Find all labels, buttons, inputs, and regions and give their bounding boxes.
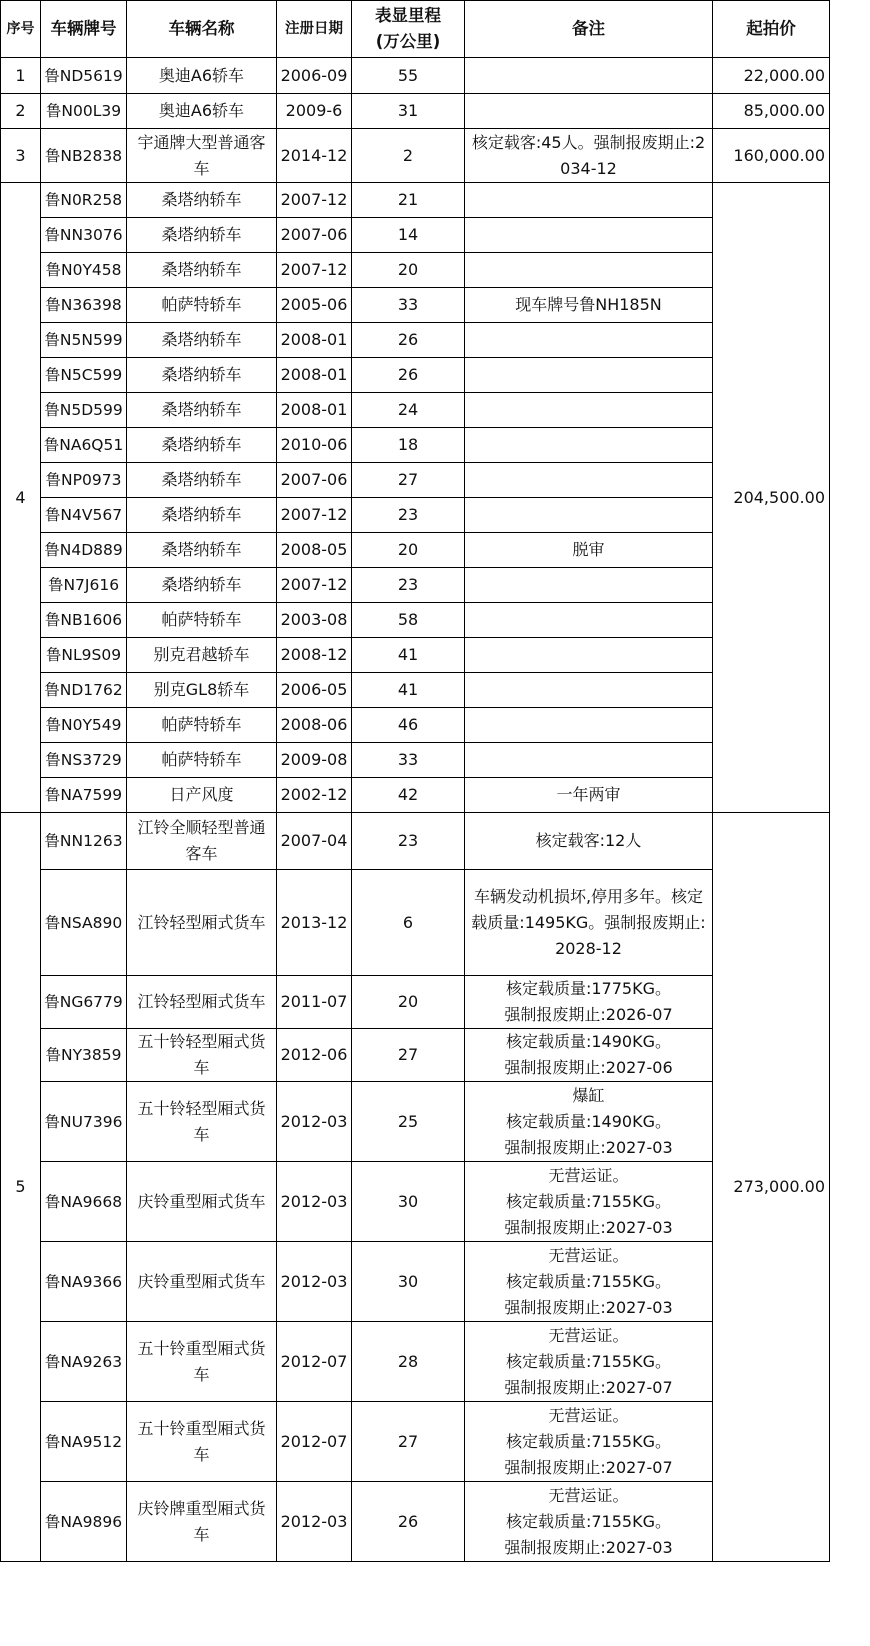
reg-date-cell: 2005-06 xyxy=(277,288,352,323)
plate-cell: 鲁N36398 xyxy=(41,288,127,323)
table-row xyxy=(1,568,830,603)
remark-line: 无营运证。 xyxy=(548,1245,629,1265)
remark-line: 无营运证。 xyxy=(548,1485,629,1505)
remark-cell xyxy=(465,1162,713,1242)
table-row xyxy=(1,1482,830,1562)
table-row xyxy=(1,253,830,288)
vehicle-name-cell: 桑塔纳轿车 xyxy=(127,393,277,428)
plate-cell: 鲁NB2838 xyxy=(41,129,127,183)
remark-line: 一年两审 xyxy=(556,785,621,804)
remark-cell xyxy=(465,1402,713,1482)
reg-date-cell: 2007-06 xyxy=(277,218,352,253)
remark-cell xyxy=(465,323,713,358)
remark-line: 强制报废期止:2027-06 xyxy=(504,1058,673,1077)
remark-cell xyxy=(465,673,713,708)
reg-date-cell: 2010-06 xyxy=(277,428,352,463)
vehicle-name-cell: 五十铃重型厢式货车 xyxy=(127,1402,277,1482)
plate-cell: 鲁NA9263 xyxy=(41,1322,127,1402)
remark-cell xyxy=(465,183,713,218)
reg-date-cell: 2011-07 xyxy=(277,976,352,1029)
mileage-cell: 58 xyxy=(352,603,465,638)
reg-date-cell: 2008-05 xyxy=(277,533,352,568)
mileage-cell: 30 xyxy=(352,1242,465,1322)
remark-cell xyxy=(465,463,713,498)
remark-cell xyxy=(465,218,713,253)
remark-cell xyxy=(465,743,713,778)
mileage-cell: 26 xyxy=(352,1482,465,1562)
vehicle-name-cell: 桑塔纳轿车 xyxy=(127,498,277,533)
mileage-cell: 46 xyxy=(352,708,465,743)
table-row xyxy=(1,1082,830,1162)
reg-date-cell: 2012-03 xyxy=(277,1082,352,1162)
remark-line: 强制报废期止:2027-07 xyxy=(504,1377,673,1397)
table-row xyxy=(1,288,830,323)
mileage-cell: 55 xyxy=(352,58,465,94)
header-plate: 车辆牌号 xyxy=(41,1,127,58)
remark-line: 核定载客:45人。强制报废期止:2034-12 xyxy=(471,132,706,178)
table-row xyxy=(1,778,830,813)
table-row xyxy=(1,1242,830,1322)
reg-date-cell: 2012-03 xyxy=(277,1482,352,1562)
vehicle-name-cell: 庆铃牌重型厢式货车 xyxy=(127,1482,277,1562)
vehicle-name-cell: 别克GL8轿车 xyxy=(127,673,277,708)
remark-line: 现车牌号鲁NH185N xyxy=(515,295,662,314)
header-remark: 备注 xyxy=(465,1,713,58)
mileage-cell: 41 xyxy=(352,638,465,673)
lot-seq-cell: 1 xyxy=(1,58,41,94)
reg-date-cell: 2007-12 xyxy=(277,183,352,218)
table-row xyxy=(1,976,830,1029)
remark-line: 脱审 xyxy=(572,540,605,559)
table-header-row xyxy=(1,1,830,58)
reg-date-cell: 2006-05 xyxy=(277,673,352,708)
plate-cell: 鲁NN3076 xyxy=(41,218,127,253)
remark-cell xyxy=(465,603,713,638)
remark-cell xyxy=(465,129,713,183)
reg-date-cell: 2002-12 xyxy=(277,778,352,813)
vehicle-name-cell: 桑塔纳轿车 xyxy=(127,253,277,288)
vehicle-name-cell: 庆铃重型厢式货车 xyxy=(127,1162,277,1242)
plate-cell: 鲁NG6779 xyxy=(41,976,127,1029)
reg-date-cell: 2008-01 xyxy=(277,323,352,358)
reg-date-cell: 2007-12 xyxy=(277,498,352,533)
remark-line: 强制报废期止:2026-07 xyxy=(504,1005,673,1024)
vehicle-name-cell: 五十铃轻型厢式货车 xyxy=(127,1082,277,1162)
table-row xyxy=(1,129,830,183)
lot-price-cell: 85,000.00 xyxy=(713,94,830,129)
reg-date-cell: 2008-01 xyxy=(277,358,352,393)
mileage-cell: 33 xyxy=(352,288,465,323)
mileage-cell: 20 xyxy=(352,533,465,568)
lot-price-cell: 22,000.00 xyxy=(713,58,830,94)
vehicle-name-cell: 桑塔纳轿车 xyxy=(127,218,277,253)
table-row xyxy=(1,603,830,638)
mileage-cell: 27 xyxy=(352,463,465,498)
vehicle-name-cell: 桑塔纳轿车 xyxy=(127,428,277,463)
plate-cell: 鲁N5D599 xyxy=(41,393,127,428)
table-row xyxy=(1,498,830,533)
remark-line: 核定载质量:7155KG。 xyxy=(505,1271,671,1291)
lot-price-cell: 204,500.00 xyxy=(713,183,830,813)
remark-line: 无营运证。 xyxy=(548,1405,629,1425)
mileage-cell: 30 xyxy=(352,1162,465,1242)
plate-cell: 鲁ND1762 xyxy=(41,673,127,708)
plate-cell: 鲁NY3859 xyxy=(41,1029,127,1082)
mileage-cell: 2 xyxy=(352,129,465,183)
vehicle-name-cell: 别克君越轿车 xyxy=(127,638,277,673)
vehicle-name-cell: 桑塔纳轿车 xyxy=(127,568,277,603)
table-row xyxy=(1,870,830,976)
remark-cell xyxy=(465,94,713,129)
remark-cell xyxy=(465,358,713,393)
vehicle-name-cell: 帕萨特轿车 xyxy=(127,708,277,743)
table-row xyxy=(1,1029,830,1082)
header-mileage xyxy=(352,1,465,58)
vehicle-name-cell: 五十铃重型厢式货车 xyxy=(127,1322,277,1402)
table-row xyxy=(1,94,830,129)
table-row xyxy=(1,218,830,253)
reg-date-cell: 2012-06 xyxy=(277,1029,352,1082)
mileage-cell: 42 xyxy=(352,778,465,813)
plate-cell: 鲁NA9896 xyxy=(41,1482,127,1562)
reg-date-cell: 2009-6 xyxy=(277,94,352,129)
table-row xyxy=(1,1402,830,1482)
vehicle-name-cell: 桑塔纳轿车 xyxy=(127,533,277,568)
mileage-cell: 6 xyxy=(352,870,465,976)
remark-cell xyxy=(465,778,713,813)
mileage-cell: 26 xyxy=(352,323,465,358)
vehicle-name-cell: 桑塔纳轿车 xyxy=(127,183,277,218)
reg-date-cell: 2007-12 xyxy=(277,253,352,288)
table-row xyxy=(1,1162,830,1242)
remark-line: 核定载质量:7155KG。 xyxy=(505,1351,671,1371)
plate-cell: 鲁NS3729 xyxy=(41,743,127,778)
vehicle-name-cell: 帕萨特轿车 xyxy=(127,603,277,638)
plate-cell: 鲁NU7396 xyxy=(41,1082,127,1162)
reg-date-cell: 2007-04 xyxy=(277,813,352,870)
remark-cell xyxy=(465,1482,713,1562)
remark-cell xyxy=(465,428,713,463)
mileage-cell: 28 xyxy=(352,1322,465,1402)
table-row xyxy=(1,708,830,743)
plate-cell: 鲁NA6Q51 xyxy=(41,428,127,463)
reg-date-cell: 2007-12 xyxy=(277,568,352,603)
vehicle-name-cell: 江铃轻型厢式货车 xyxy=(127,976,277,1029)
mileage-cell: 20 xyxy=(352,253,465,288)
remark-line: 无营运证。 xyxy=(548,1165,629,1185)
lot-seq-cell: 3 xyxy=(1,129,41,183)
mileage-cell: 23 xyxy=(352,498,465,533)
reg-date-cell: 2008-12 xyxy=(277,638,352,673)
vehicle-name-cell: 奥迪A6轿车 xyxy=(127,94,277,129)
remark-cell xyxy=(465,638,713,673)
lot-price-cell: 273,000.00 xyxy=(713,813,830,1562)
remark-line: 强制报废期止:2027-03 xyxy=(504,1217,673,1237)
plate-cell: 鲁NSA890 xyxy=(41,870,127,976)
vehicle-name-cell: 桑塔纳轿车 xyxy=(127,323,277,358)
plate-cell: 鲁NA9366 xyxy=(41,1242,127,1322)
table-row xyxy=(1,673,830,708)
plate-cell: 鲁N5N599 xyxy=(41,323,127,358)
remark-cell xyxy=(465,813,713,870)
table-row xyxy=(1,183,830,218)
remark-cell xyxy=(465,533,713,568)
remark-cell xyxy=(465,1322,713,1402)
reg-date-cell: 2003-08 xyxy=(277,603,352,638)
mileage-cell: 25 xyxy=(352,1082,465,1162)
plate-cell: 鲁N4V567 xyxy=(41,498,127,533)
reg-date-cell: 2008-01 xyxy=(277,393,352,428)
mileage-cell: 18 xyxy=(352,428,465,463)
remark-line: 爆缸 xyxy=(572,1085,605,1105)
vehicle-name-cell: 桑塔纳轿车 xyxy=(127,358,277,393)
mileage-cell: 33 xyxy=(352,743,465,778)
header-seq: 序号 xyxy=(1,1,41,58)
mileage-cell: 26 xyxy=(352,358,465,393)
reg-date-cell: 2014-12 xyxy=(277,129,352,183)
remark-cell xyxy=(465,393,713,428)
plate-cell: 鲁NA7599 xyxy=(41,778,127,813)
plate-cell: 鲁NA9512 xyxy=(41,1402,127,1482)
header-mileage-line1: 表显里程 xyxy=(375,6,441,25)
plate-cell: 鲁N5C599 xyxy=(41,358,127,393)
remark-line: 核定载质量:7155KG。 xyxy=(505,1191,671,1211)
plate-cell: 鲁NN1263 xyxy=(41,813,127,870)
mileage-cell: 23 xyxy=(352,568,465,603)
remark-cell xyxy=(465,58,713,94)
remark-cell xyxy=(465,568,713,603)
vehicle-name-cell: 江铃全顺轻型普通客车 xyxy=(127,813,277,870)
remark-line: 核定载质量:1775KG。 xyxy=(505,979,671,998)
mileage-cell: 20 xyxy=(352,976,465,1029)
reg-date-cell: 2009-08 xyxy=(277,743,352,778)
reg-date-cell: 2012-07 xyxy=(277,1322,352,1402)
reg-date-cell: 2012-03 xyxy=(277,1162,352,1242)
plate-cell: 鲁ND5619 xyxy=(41,58,127,94)
remark-line: 强制报废期止:2027-07 xyxy=(504,1457,673,1477)
header-name: 车辆名称 xyxy=(127,1,277,58)
mileage-cell: 27 xyxy=(352,1029,465,1082)
mileage-cell: 24 xyxy=(352,393,465,428)
reg-date-cell: 2012-03 xyxy=(277,1242,352,1322)
plate-cell: 鲁N0Y458 xyxy=(41,253,127,288)
reg-date-cell: 2007-06 xyxy=(277,463,352,498)
remark-line: 核定载质量:1490KG。 xyxy=(505,1032,671,1051)
mileage-cell: 14 xyxy=(352,218,465,253)
reg-date-cell: 2006-09 xyxy=(277,58,352,94)
remark-line: 强制报废期止:2027-03 xyxy=(504,1137,673,1157)
remark-cell xyxy=(465,708,713,743)
remark-cell xyxy=(465,976,713,1029)
table-row xyxy=(1,428,830,463)
vehicle-name-cell: 宇通牌大型普通客车 xyxy=(127,129,277,183)
vehicle-name-cell: 日产风度 xyxy=(127,778,277,813)
plate-cell: 鲁N7J616 xyxy=(41,568,127,603)
lot-seq-cell: 2 xyxy=(1,94,41,129)
plate-cell: 鲁N4D889 xyxy=(41,533,127,568)
table-row xyxy=(1,358,830,393)
remark-line: 核定载质量:1490KG。 xyxy=(505,1111,671,1131)
table-row xyxy=(1,638,830,673)
reg-date-cell: 2012-07 xyxy=(277,1402,352,1482)
vehicle-name-cell: 奥迪A6轿车 xyxy=(127,58,277,94)
table-body xyxy=(1,58,830,1562)
remark-line: 无营运证。 xyxy=(548,1325,629,1345)
remark-line: 车辆发动机损坏,停用多年。核定载质量:1495KG。强制报废期止:2028-12 xyxy=(471,886,706,958)
mileage-cell: 31 xyxy=(352,94,465,129)
plate-cell: 鲁NB1606 xyxy=(41,603,127,638)
plate-cell: 鲁N0Y549 xyxy=(41,708,127,743)
plate-cell: 鲁NL9S09 xyxy=(41,638,127,673)
table-row xyxy=(1,813,830,870)
reg-date-cell: 2008-06 xyxy=(277,708,352,743)
table-row xyxy=(1,393,830,428)
table-row xyxy=(1,533,830,568)
table-row xyxy=(1,323,830,358)
table-row xyxy=(1,1322,830,1402)
remark-line: 核定载客:12人 xyxy=(535,831,642,850)
remark-cell xyxy=(465,288,713,323)
table-row xyxy=(1,463,830,498)
remark-cell xyxy=(465,253,713,288)
vehicle-name-cell: 帕萨特轿车 xyxy=(127,288,277,323)
header-price: 起拍价 xyxy=(713,1,830,58)
vehicle-name-cell: 帕萨特轿车 xyxy=(127,743,277,778)
remark-cell xyxy=(465,1082,713,1162)
mileage-cell: 41 xyxy=(352,673,465,708)
remark-cell xyxy=(465,1029,713,1082)
lot-seq-cell: 5 xyxy=(1,813,41,1562)
remark-cell xyxy=(465,498,713,533)
header-reg-date: 注册日期 xyxy=(277,1,352,58)
vehicle-name-cell: 庆铃重型厢式货车 xyxy=(127,1242,277,1322)
lot-seq-cell: 4 xyxy=(1,183,41,813)
plate-cell: 鲁NP0973 xyxy=(41,463,127,498)
vehicle-name-cell: 五十铃轻型厢式货车 xyxy=(127,1029,277,1082)
header-mileage-line2: (万公里) xyxy=(375,32,441,51)
plate-cell: 鲁N00L39 xyxy=(41,94,127,129)
remark-line: 强制报废期止:2027-03 xyxy=(504,1537,673,1557)
lot-price-cell: 160,000.00 xyxy=(713,129,830,183)
table-row xyxy=(1,743,830,778)
mileage-cell: 23 xyxy=(352,813,465,870)
mileage-cell: 27 xyxy=(352,1402,465,1482)
remark-line: 核定载质量:7155KG。 xyxy=(505,1431,671,1451)
mileage-cell: 21 xyxy=(352,183,465,218)
remark-cell xyxy=(465,870,713,976)
plate-cell: 鲁NA9668 xyxy=(41,1162,127,1242)
remark-cell xyxy=(465,1242,713,1322)
vehicle-name-cell: 桑塔纳轿车 xyxy=(127,463,277,498)
reg-date-cell: 2013-12 xyxy=(277,870,352,976)
table-row xyxy=(1,58,830,94)
plate-cell: 鲁N0R258 xyxy=(41,183,127,218)
remark-line: 核定载质量:7155KG。 xyxy=(505,1511,671,1531)
remark-line: 强制报废期止:2027-03 xyxy=(504,1297,673,1317)
vehicle-name-cell: 江铃轻型厢式货车 xyxy=(127,870,277,976)
